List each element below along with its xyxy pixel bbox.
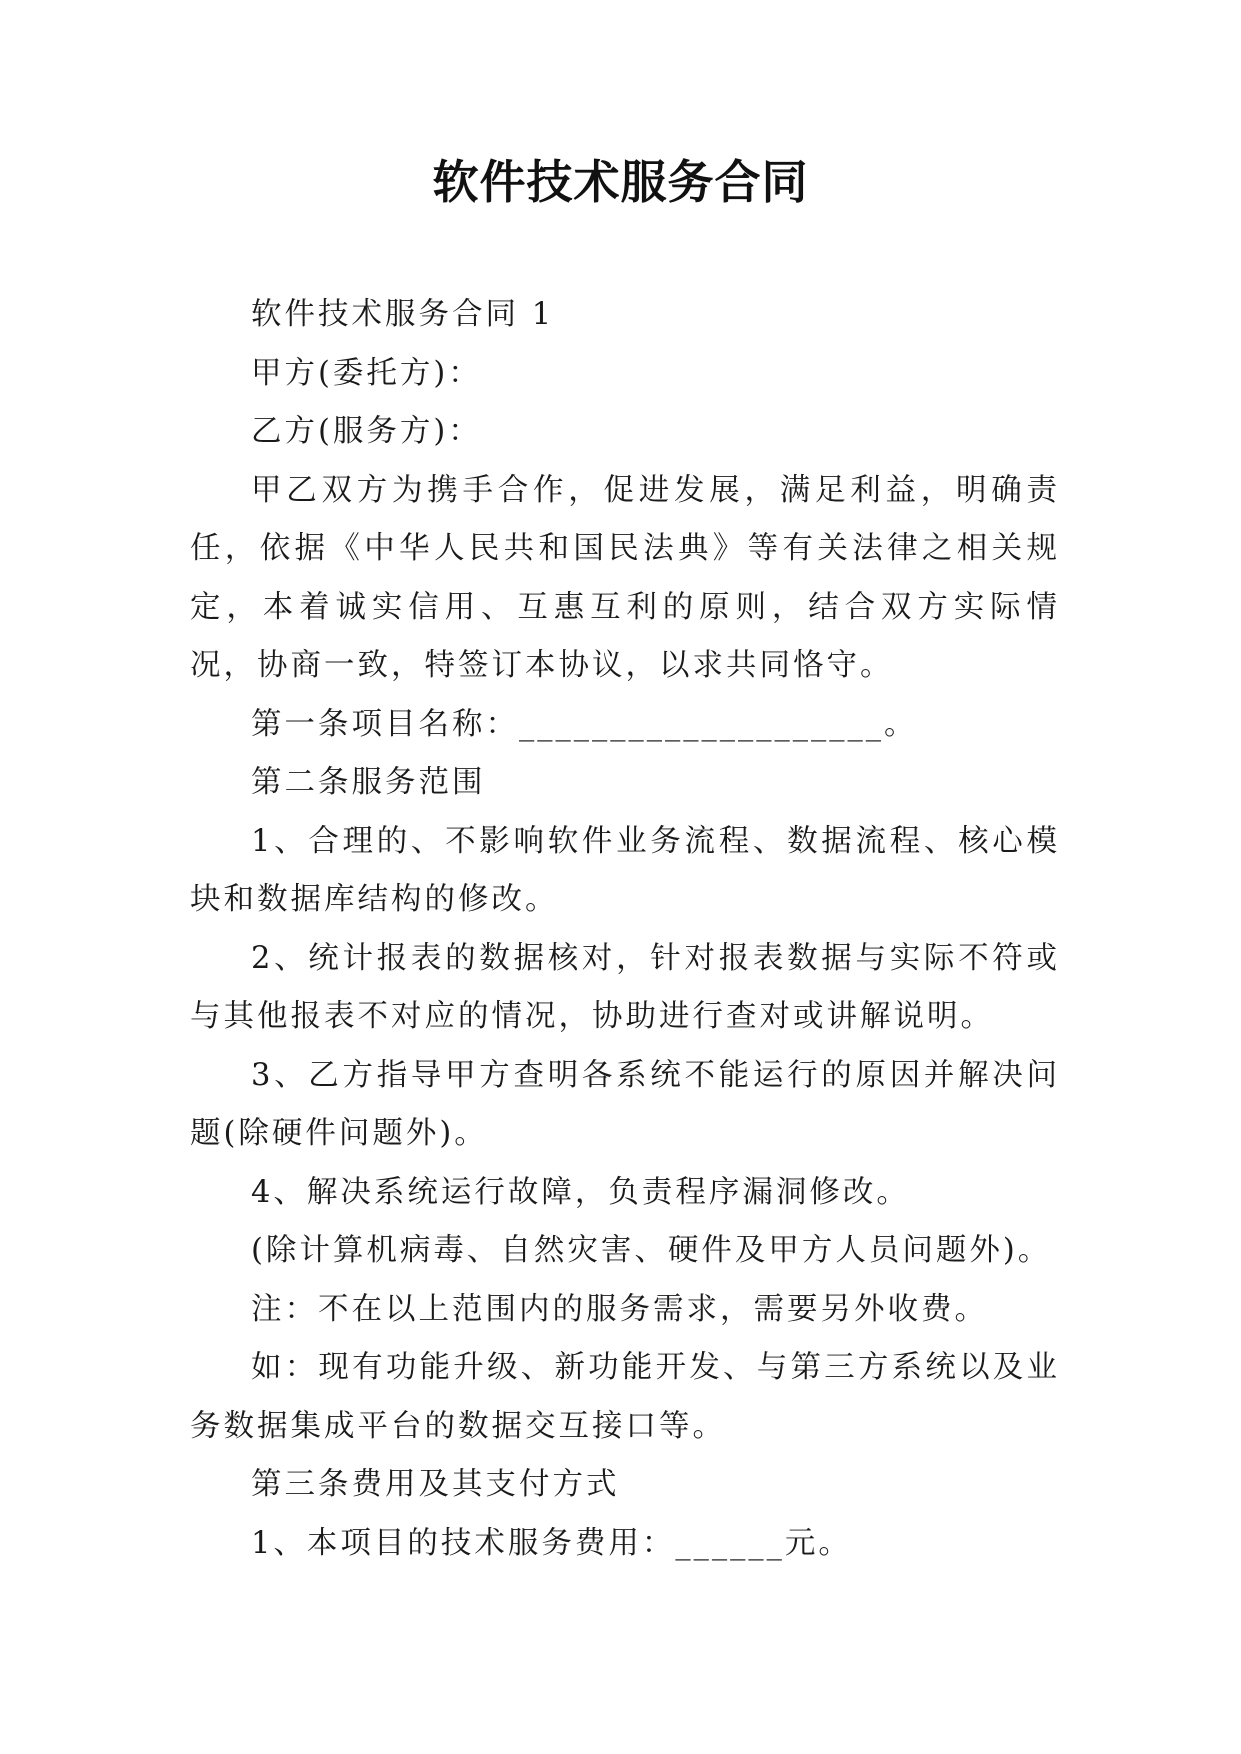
paragraph-example: 如：现有功能升级、新功能开发、与第三方系统以及业务数据集成平台的数据交互接口等。 (190, 1350, 1060, 1444)
paragraph-contract-number: 软件技术服务合同 1 (251, 297, 555, 332)
paragraph-article-3-heading: 第三条费用及其支付方式 (251, 1467, 620, 1502)
paragraph-article-2-heading: 第二条服务范围 (251, 765, 486, 800)
paragraph-party-a: 甲方(委托方)： (251, 355, 482, 391)
paragraph-article-2-item-1: 1、合理的、不影响软件业务流程、数据流程、核心模块和数据库结构的修改。 (190, 823, 1060, 917)
paragraph-article-2-item-4: 4、解决系统运行故障，负责程序漏洞修改。 (251, 1174, 910, 1210)
paragraph-article-1: 第一条项目名称：____________________。 (251, 706, 918, 742)
paragraph-preamble: 甲乙双方为携手合作，促进发展，满足利益，明确责任，依据《中华人民共和国民法典》等有关法律之相关规定，本着诚实信用、互惠互利的原则，结合双方实际情况，协商一致，特签订本协议，以求共同恪守。 (190, 472, 1060, 683)
document-title: 软件技术服务合同 (432, 155, 809, 209)
paragraph-party-b: 乙方(服务方)： (251, 414, 482, 449)
paragraph-exclusions: (除计算机病毒、自然灾害、硬件及甲方人员问题外)。 (251, 1233, 1052, 1268)
paragraph-note: 注：不在以上范围内的服务需求，需要另外收费。 (251, 1291, 988, 1327)
paragraph-article-3-item-1: 1、本项目的技术服务费用：______元。 (251, 1525, 852, 1561)
paragraph-article-2-item-2: 2、统计报表的数据核对，针对报表数据与实际不符或与其他报表不对应的情况，协助进行查对或讲解说明。 (190, 940, 1060, 1034)
document-body (190, 286, 1060, 1573)
paragraph-article-2-item-3: 3、乙方指导甲方查明各系统不能运行的原因并解决问题(除硬件问题外)。 (190, 1057, 1060, 1151)
